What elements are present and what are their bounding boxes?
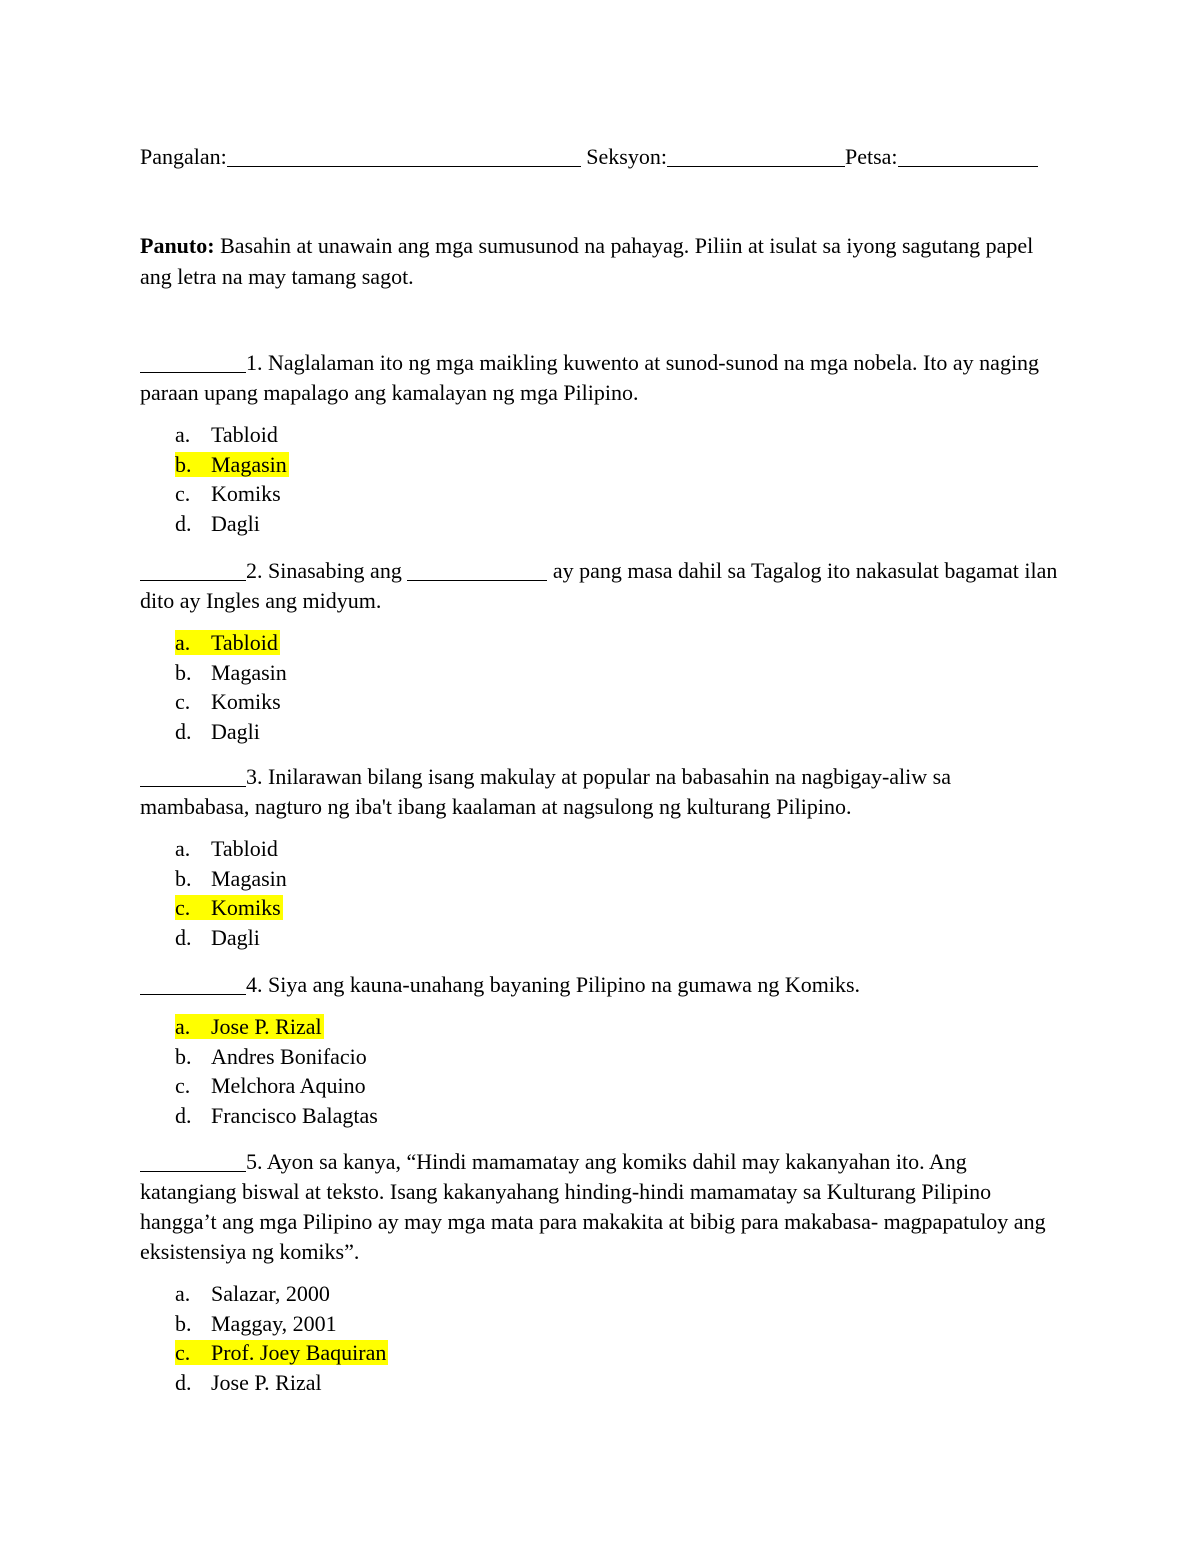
question-3: [140, 762, 1060, 952]
choice-label: [175, 1281, 332, 1306]
choice-item[interactable]: [140, 479, 1060, 509]
choice-item[interactable]: [140, 687, 1060, 717]
choice-text: Tabloid: [211, 422, 278, 447]
choice-text: Dagli: [211, 510, 260, 536]
choice-letter: c.: [175, 895, 191, 920]
choice-item[interactable]: [140, 1012, 1060, 1042]
choice-label-highlighted: [175, 1340, 388, 1365]
question-text: 3. Inilarawan bilang isang makulay at popular na babasahin na nagbigay-aliw sa mambabasa, nagturo ng iba't ibang kaalaman at nagsulong ng kulturang Pilipino.: [140, 764, 951, 819]
inline-fill-blank: [407, 558, 547, 581]
name-label: Pangalan:: [140, 144, 227, 169]
choice-text: Komiks: [211, 481, 281, 506]
choice-letter: c.: [175, 1340, 191, 1365]
choice-label: [175, 719, 262, 744]
choice-letter: c.: [175, 689, 191, 714]
choice-text: Dagli: [211, 924, 260, 950]
choice-label-highlighted: [175, 895, 283, 920]
date-label: Petsa:: [844, 144, 898, 169]
choice-list: [140, 420, 1060, 538]
choice-letter: a.: [175, 1014, 191, 1039]
choice-item[interactable]: [140, 1309, 1060, 1339]
choice-text: Magasin: [211, 865, 287, 891]
choice-label: [175, 689, 283, 714]
choice-letter: d.: [175, 1102, 192, 1128]
choice-label: [175, 1103, 380, 1128]
choice-text: Maggay, 2001: [211, 1310, 337, 1336]
answer-blank[interactable]: [140, 558, 246, 581]
choice-label: [175, 836, 280, 861]
choice-label: [175, 1370, 324, 1395]
choice-text: Salazar, 2000: [211, 1281, 330, 1306]
choice-letter: b.: [175, 451, 192, 477]
answer-blank[interactable]: [140, 972, 246, 995]
date-field[interactable]: [898, 144, 1038, 167]
instructions-text: Basahin at unawain ang mga sumusunod na pahayag. Piliin at isulat sa iyong sagutang papel ang letra na may tamang sagot.: [140, 233, 1034, 289]
choice-item[interactable]: [140, 923, 1060, 953]
question-4: [140, 970, 1060, 1130]
choice-text: Komiks: [211, 689, 281, 714]
choice-letter: b.: [175, 1310, 192, 1336]
choice-text: Francisco Balagtas: [211, 1102, 378, 1128]
choice-letter: b.: [175, 659, 192, 685]
question-1: [140, 348, 1060, 538]
choice-item[interactable]: [140, 1279, 1060, 1309]
choice-letter: c.: [175, 481, 191, 506]
choice-letter: b.: [175, 1043, 192, 1069]
choice-text: Jose P. Rizal: [211, 1014, 322, 1039]
choice-item[interactable]: [140, 509, 1060, 539]
choice-item[interactable]: [140, 658, 1060, 688]
choice-letter: a.: [175, 1281, 191, 1306]
choice-list: [140, 1012, 1060, 1130]
choice-list: [140, 628, 1060, 746]
choice-letter: a.: [175, 836, 191, 861]
question-2: [140, 556, 1060, 746]
choice-label: [175, 481, 283, 506]
choice-text: Komiks: [211, 895, 281, 920]
choice-label: [175, 925, 262, 950]
choice-text: Tabloid: [211, 836, 278, 861]
choice-label: [175, 1044, 369, 1069]
choice-item[interactable]: [140, 420, 1060, 450]
choice-letter: a.: [175, 630, 191, 655]
choice-label: [175, 1311, 339, 1336]
answer-blank[interactable]: [140, 350, 246, 373]
choice-text: Tabloid: [211, 630, 278, 655]
choice-list: [140, 834, 1060, 952]
student-info-header: [140, 140, 1038, 174]
choice-item[interactable]: [140, 1071, 1060, 1101]
instructions: [140, 230, 1060, 292]
choice-label-highlighted: [175, 1014, 324, 1039]
choice-item[interactable]: [140, 450, 1060, 480]
answer-blank[interactable]: [140, 1149, 246, 1172]
choice-item[interactable]: [140, 864, 1060, 894]
choice-label: [175, 511, 262, 536]
choice-text: Magasin: [211, 659, 287, 685]
choice-letter: d.: [175, 924, 192, 950]
choice-label: [175, 866, 289, 891]
choice-label-highlighted: [175, 452, 289, 477]
choice-item[interactable]: [140, 1368, 1060, 1398]
choice-item[interactable]: [140, 1101, 1060, 1131]
question-text: 5. Ayon sa kanya, “Hindi mamamatay ang komiks dahil may kakanyahan ito. Ang katangiang biswal at teksto. Isang kakanyahang hinding-hindi mamamatay sa Kulturang Pilipino hangga’t ang mga Pilipino ay may mga mata para makakita at bibig para makabasa- magpapatuloy ang eksistensiya ng komiks”.: [140, 1149, 1046, 1264]
choice-text: Dagli: [211, 718, 260, 744]
choice-item[interactable]: [140, 1042, 1060, 1072]
choice-letter: d.: [175, 1369, 192, 1395]
choice-item[interactable]: [140, 717, 1060, 747]
choice-text: Jose P. Rizal: [211, 1369, 322, 1395]
choice-item[interactable]: [140, 1338, 1060, 1368]
choice-item[interactable]: [140, 834, 1060, 864]
choice-list: [140, 1279, 1060, 1397]
choice-letter: b.: [175, 865, 192, 891]
section-field[interactable]: [667, 144, 845, 167]
choice-text: Melchora Aquino: [211, 1073, 366, 1098]
choice-letter: c.: [175, 1073, 191, 1098]
choice-label: [175, 1073, 368, 1098]
answer-blank[interactable]: [140, 764, 246, 787]
question-text: 1. Naglalaman ito ng mga maikling kuwento at sunod-sunod na mga nobela. Ito ay naging paraan upang mapalago ang kamalayan ng mga Pilipino.: [140, 350, 1040, 405]
choice-letter: a.: [175, 422, 191, 447]
question-text-after: ay pang masa dahil sa Tagalog ito nakasulat bagamat ilan dito ay Ingles ang midyum.: [140, 558, 1058, 613]
choice-item[interactable]: [140, 628, 1060, 658]
instructions-label: Panuto:: [140, 233, 215, 258]
choice-letter: d.: [175, 510, 192, 536]
choice-label: [175, 422, 280, 447]
choice-label-highlighted: [175, 630, 280, 655]
section-label: Seksyon:: [586, 144, 667, 169]
question-text-before: 2. Sinasabing ang: [246, 558, 408, 583]
question-5: [140, 1147, 1060, 1397]
choice-item[interactable]: [140, 893, 1060, 923]
choice-text: Andres Bonifacio: [211, 1043, 367, 1069]
choice-letter: d.: [175, 718, 192, 744]
choice-text: Magasin: [211, 451, 287, 477]
question-text: 4. Siya ang kauna-unahang bayaning Pilipino na gumawa ng Komiks.: [246, 972, 861, 997]
choice-label: [175, 660, 289, 685]
name-field[interactable]: [227, 144, 581, 167]
choice-text: Prof. Joey Baquiran: [211, 1340, 387, 1365]
